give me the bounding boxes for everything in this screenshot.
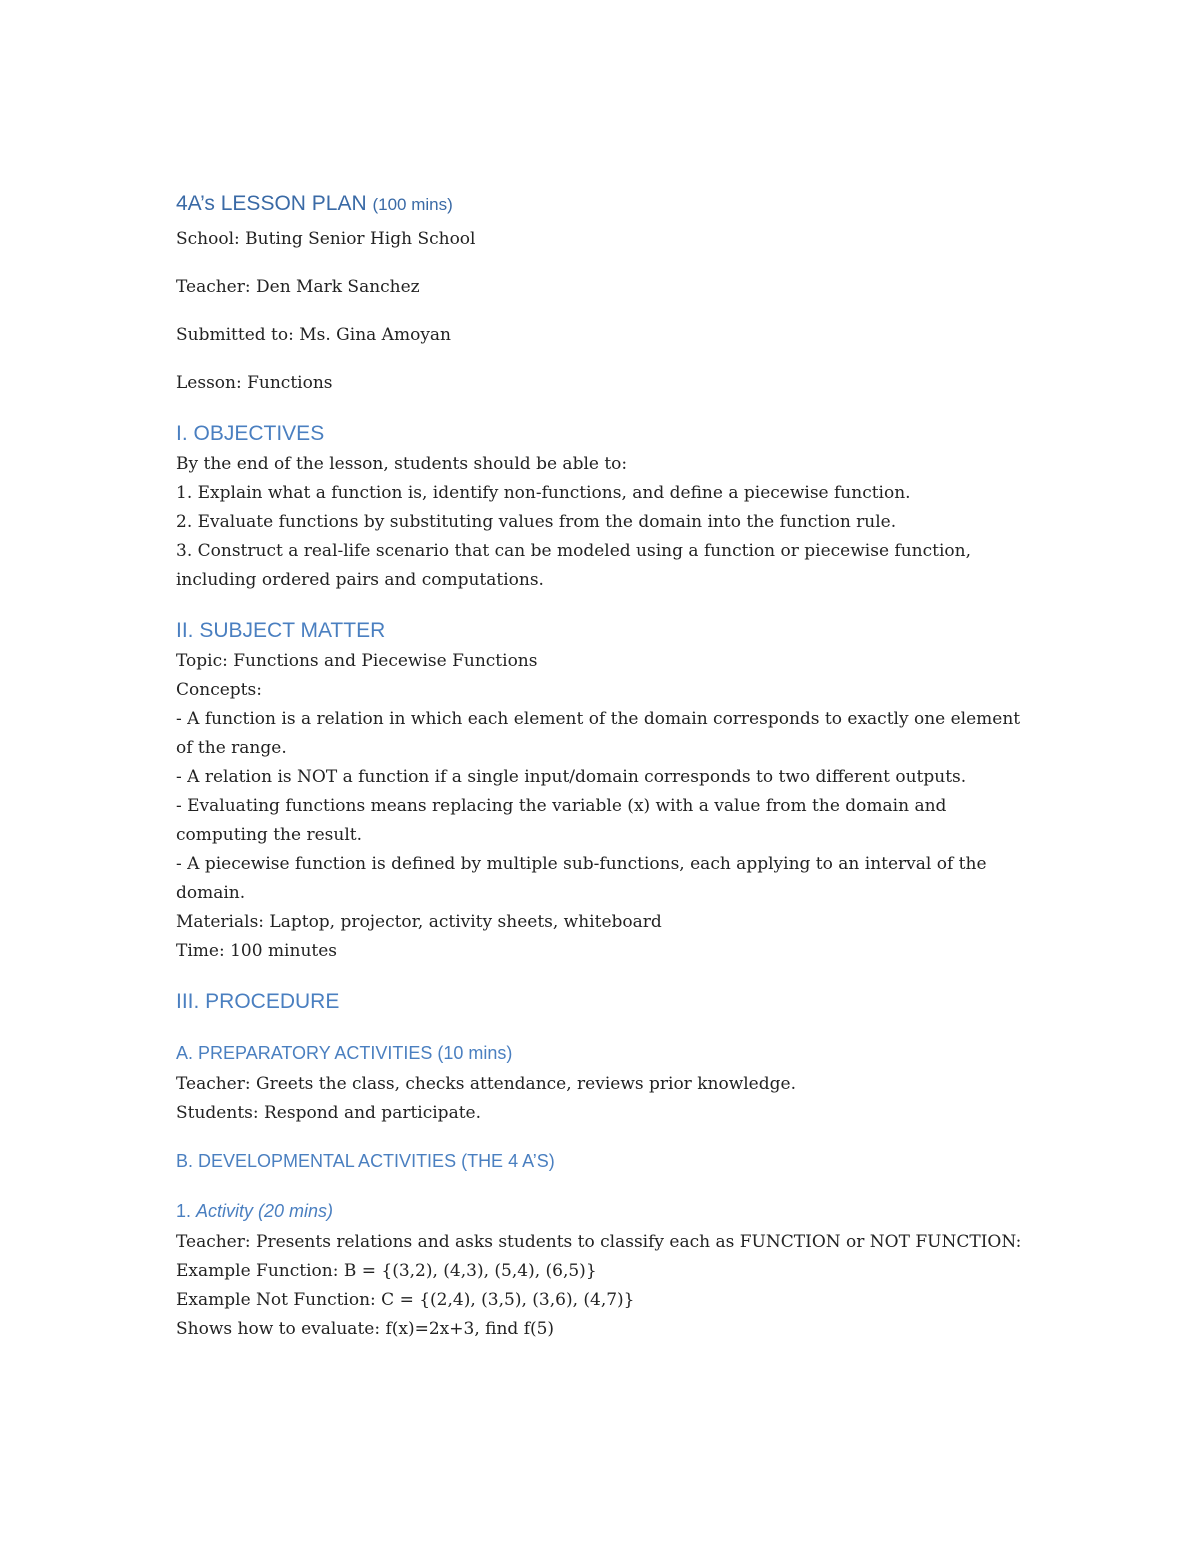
subject-matter-heading: II. SUBJECT MATTER (176, 619, 386, 642)
meta-block (176, 225, 1036, 398)
document-title (176, 190, 1036, 219)
preparatory-heading: A. PREPARATORY ACTIVITIES (10 mins) (176, 1043, 513, 1063)
activity-line: Teacher: Presents relations and asks students to classify each as FUNCTION or NOT FUNCTION: (176, 1232, 1022, 1252)
activity-heading (176, 1198, 1036, 1224)
objectives-intro: By the end of the lesson, students should be able to: (176, 454, 628, 474)
title-main: 4A’s LESSON PLAN (176, 192, 367, 215)
procedure-heading: III. PROCEDURE (176, 990, 340, 1013)
subject-topic: Topic: Functions and Piecewise Functions (176, 651, 538, 671)
concept-item: - A function is a relation in which each element of the domain corresponds to exactly one element of the range. (176, 709, 1021, 758)
developmental-heading: B. DEVELOPMENTAL ACTIVITIES (THE 4 A’S) (176, 1151, 555, 1171)
objectives-heading: I. OBJECTIVES (176, 422, 325, 445)
objectives-section (176, 450, 1036, 595)
meta-lesson: Lesson: Functions (176, 373, 333, 393)
activity-number: 1. (176, 1201, 192, 1221)
preparatory-section (176, 1070, 1036, 1128)
meta-school: School: Buting Senior High School (176, 229, 476, 249)
objective-item: 1. Explain what a function is, identify non-functions, and define a piecewise function. (176, 483, 911, 503)
activity-line: Example Function: B = {(3,2), (4,3), (5,4), (6,5)} (176, 1261, 597, 1281)
meta-submitted-to: Submitted to: Ms. Gina Amoyan (176, 325, 452, 345)
document-page (176, 190, 1036, 1344)
activity-line: Example Not Function: C = {(2,4), (3,5), (3,6), (4,7)} (176, 1290, 635, 1310)
activity-section (176, 1228, 1036, 1344)
concept-item: - A piecewise function is defined by multiple sub-functions, each applying to an interval of the domain. (176, 854, 987, 903)
subject-materials: Materials: Laptop, projector, activity sheets, whiteboard (176, 912, 662, 932)
title-duration: (100 mins) (372, 195, 453, 214)
meta-teacher: Teacher: Den Mark Sanchez (176, 277, 420, 297)
activity-label: Activity (20 mins) (196, 1201, 334, 1221)
subject-time: Time: 100 minutes (176, 941, 338, 961)
concept-item: - A relation is NOT a function if a single input/domain corresponds to two different outputs. (176, 767, 967, 787)
objective-item: 2. Evaluate functions by substituting values from the domain into the function rule. (176, 512, 897, 532)
subject-matter-section (176, 647, 1036, 966)
objective-item: 3. Construct a real-life scenario that can be modeled using a function or piecewise function, including ordered pairs and computations. (176, 541, 971, 590)
preparatory-line: Students: Respond and participate. (176, 1103, 481, 1123)
preparatory-line: Teacher: Greets the class, checks attendance, reviews prior knowledge. (176, 1074, 796, 1094)
activity-line: Shows how to evaluate: f(x)=2x+3, find f(5) (176, 1319, 555, 1339)
concepts-label: Concepts: (176, 680, 262, 700)
concept-item: - Evaluating functions means replacing the variable (x) with a value from the domain and computing the result. (176, 796, 947, 845)
